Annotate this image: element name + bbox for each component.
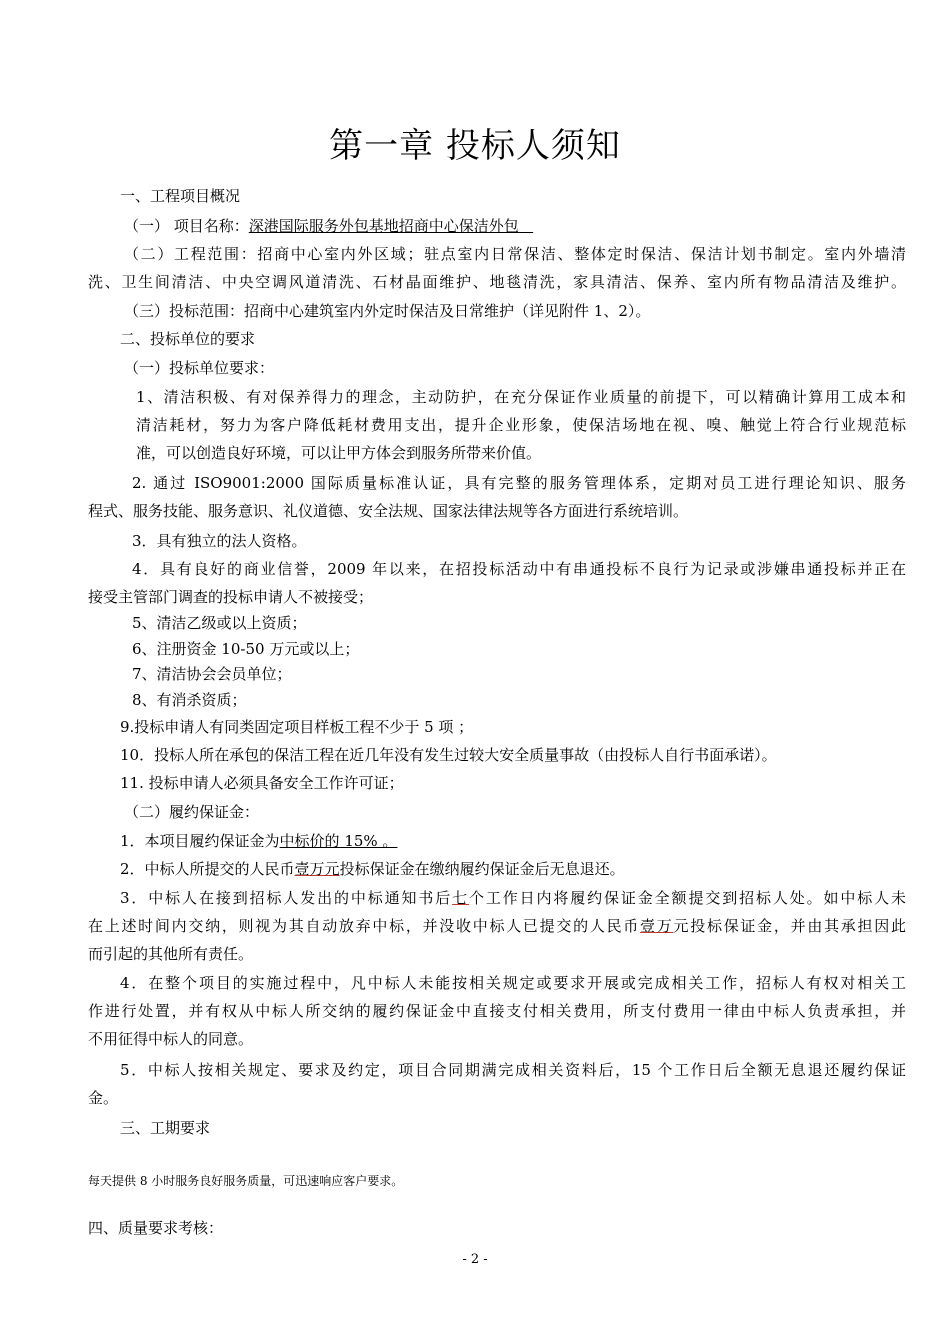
section-heading-4: 四、质量要求考核： (88, 1219, 224, 1237)
forfeit-amount: 壹万 (640, 917, 674, 935)
req-6: 6、注册资金 10-50 万元或以上； (132, 640, 360, 658)
working-days: 七 (452, 889, 470, 907)
bond-2: 2．中标人所提交的人民币壹万元投标保证金在缴纳履约保证金后无息退还。 (120, 860, 625, 878)
scope-paragraph-line-1: （二）工程范围：招商中心室内外区域；驻点室内日常保洁、整体定时保洁、保洁计划书制定。室内外墙清 (124, 245, 906, 263)
bond-5-line-2: 金。 (88, 1089, 119, 1107)
req-10: 10．投标人所在承包的保洁工程在近几年没有发生过较大安全质量事故（由投标人自行书面承诺）。 (120, 746, 777, 764)
bond-4-line-3: 不用征得中标人的同意。 (88, 1030, 254, 1048)
req-11: 11. 投标申请人必须具备安全工作许可证； (120, 774, 404, 792)
bond-rate: 中标价的 15% 。 (279, 832, 398, 850)
bid-deposit-amount: 壹万元 (294, 860, 340, 878)
bond-4-line-1: 4．在整个项目的实施过程中，凡中标人未能按相关规定或要求开展或完成相关工作，招标人有权对相关工 (120, 974, 906, 992)
bond-1: 1．本项目履约保证金为中标价的 15% 。 (120, 832, 398, 850)
section-heading-2: 二、投标单位的要求 (120, 330, 256, 348)
req-7: 7、清洁协会会员单位； (132, 665, 292, 683)
scope-paragraph-line-2: 洗、卫生间清洁、中央空调风道清洗、石材晶面维护、地毯清洗，家具清洁、保养、室内所有物品清洁及维护。 (88, 273, 906, 291)
project-name-value: 深港国际服务外包基地招商中心保洁外包 (248, 217, 519, 235)
req-1-line-3: 准，可以创造良好环境，可以让甲方体会到服务所带来价值。 (136, 444, 542, 462)
section-heading-3: 三、工期要求 (120, 1119, 211, 1137)
bond-4-line-2: 作进行处置，并有权从中标人所交纳的履约保证金中直接支付相关费用，所支付费用一律由中标人负责承担，并 (88, 1002, 906, 1020)
sub-heading-requirements: （一）投标单位要求： (124, 359, 275, 377)
bid-scope-line: （三）投标范围：招商中心建筑室内外定时保洁及日常维护（详见附件 1、2）。 (124, 302, 651, 320)
page-number: - 2 - (462, 1252, 488, 1267)
req-5: 5、清洁乙级或以上资质； (132, 614, 307, 632)
project-name-label: （一） 项目名称： (124, 217, 249, 235)
req-1-line-1: 1、清洁积极、有对保养得力的理念，主动防护，在充分保证作业质量的前提下，可以精确计算用工成本和 (136, 388, 906, 406)
req-4-line-2: 接受主管部门调查的投标申请人不被接受； (88, 588, 374, 606)
req-9: 9.投标申请人有同类固定项目样板工程不少于 5 项 ； (120, 718, 474, 736)
req-2-line-1: 2. 通过 ISO9001:2000 国际质量标准认证，具有完整的服务管理体系，定期对员工进行理论知识、服务 (132, 474, 906, 492)
bond-3-line-2: 在上述时间内交纳，则视为其自动放弃中标，并没收中标人已提交的人民币壹万元投标保证金，并由其承担因此 (88, 917, 906, 935)
section-heading-1: 一、工程项目概况 (120, 187, 241, 205)
req-2-line-2: 程式、服务技能、服务意识、礼仪道德、安全法规、国家法律法规等各方面进行系统培训。 (88, 502, 689, 520)
project-name-line (124, 213, 904, 239)
sub-heading-performance-bond: （二）履约保证金： (124, 803, 260, 821)
req-4-line-1: 4．具有良好的商业信誉，2009 年以来，在招投标活动中有串通投标不良行为记录或涉嫌串通投标并正在 (132, 560, 906, 578)
req-3: 3．具有独立的法人资格。 (132, 532, 307, 550)
chapter-title: 第一章 投标人须知 (329, 126, 621, 166)
bond-5-line-1: 5．中标人按相关规定、要求及约定，项目合同期满完成相关资料后，15 个工作日后全额无息退还履约保证 (120, 1061, 906, 1079)
bond-3-line-3: 而引起的其他所有责任。 (88, 945, 254, 963)
req-1-line-2: 清洁耗材，努力为客户降低耗材费用支出，提升企业形象，使保洁场地在视、嗅、触觉上符合行业规范标 (136, 416, 906, 434)
service-hours-text: 每天提供 8 小时服务良好服务质量，可迅速响应客户要求。 (88, 1174, 404, 1188)
req-8: 8、有消杀资质； (132, 691, 247, 709)
bond-3-line-1: 3．中标人在接到招标人发出的中标通知书后七个工作日内将履约保证金全额提交到招标人处。如中标人未 (120, 889, 906, 907)
